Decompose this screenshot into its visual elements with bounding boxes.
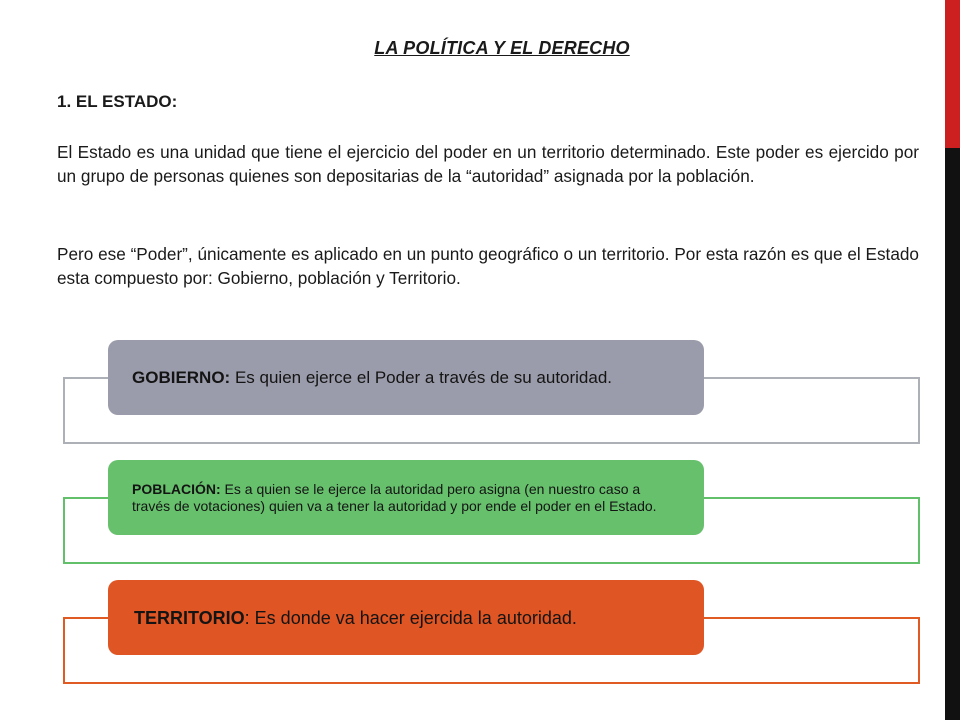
gobierno-text	[108, 367, 704, 388]
paragraph-estado-definition: El Estado es una unidad que tiene el ejercicio del poder en un territorio determinado. Este poder es ejercido por un grupo de personas quienes son depositarias de la “autoridad” asignada por la población.	[57, 142, 919, 186]
section-heading: 1. EL ESTADO:	[57, 92, 178, 111]
poblacion-box	[108, 460, 704, 535]
territorio-description: : Es donde va hacer ejercida la autoridad.	[244, 607, 577, 628]
gobierno-label: GOBIERNO:	[132, 368, 231, 387]
territorio-label: TERRITORIO	[134, 607, 245, 628]
poblacion-text	[108, 481, 704, 515]
side-accent-bar-black	[945, 148, 960, 720]
territorio-text	[108, 607, 601, 629]
gobierno-description: Es quien ejerce el Poder a través de su autoridad.	[230, 368, 613, 387]
paragraph-estado-components: Pero ese “Poder”, únicamente es aplicado en un punto geográfico o un territorio. Por esta razón es que el Estado esta compuesto por: Gobierno, población y Territorio.	[57, 244, 919, 288]
territorio-box	[108, 580, 704, 655]
side-accent-bar-red	[945, 0, 960, 148]
poblacion-description: Es a quien se le ejerce la autoridad pero asigna (en nuestro caso a través de votaciones) quien va a tener la autoridad y por ende el poder en el Estado.	[132, 480, 657, 514]
poblacion-label: POBLACIÓN:	[132, 480, 221, 497]
gobierno-box	[108, 340, 704, 415]
page-title: LA POLÍTICA Y EL DERECHO	[374, 38, 630, 58]
